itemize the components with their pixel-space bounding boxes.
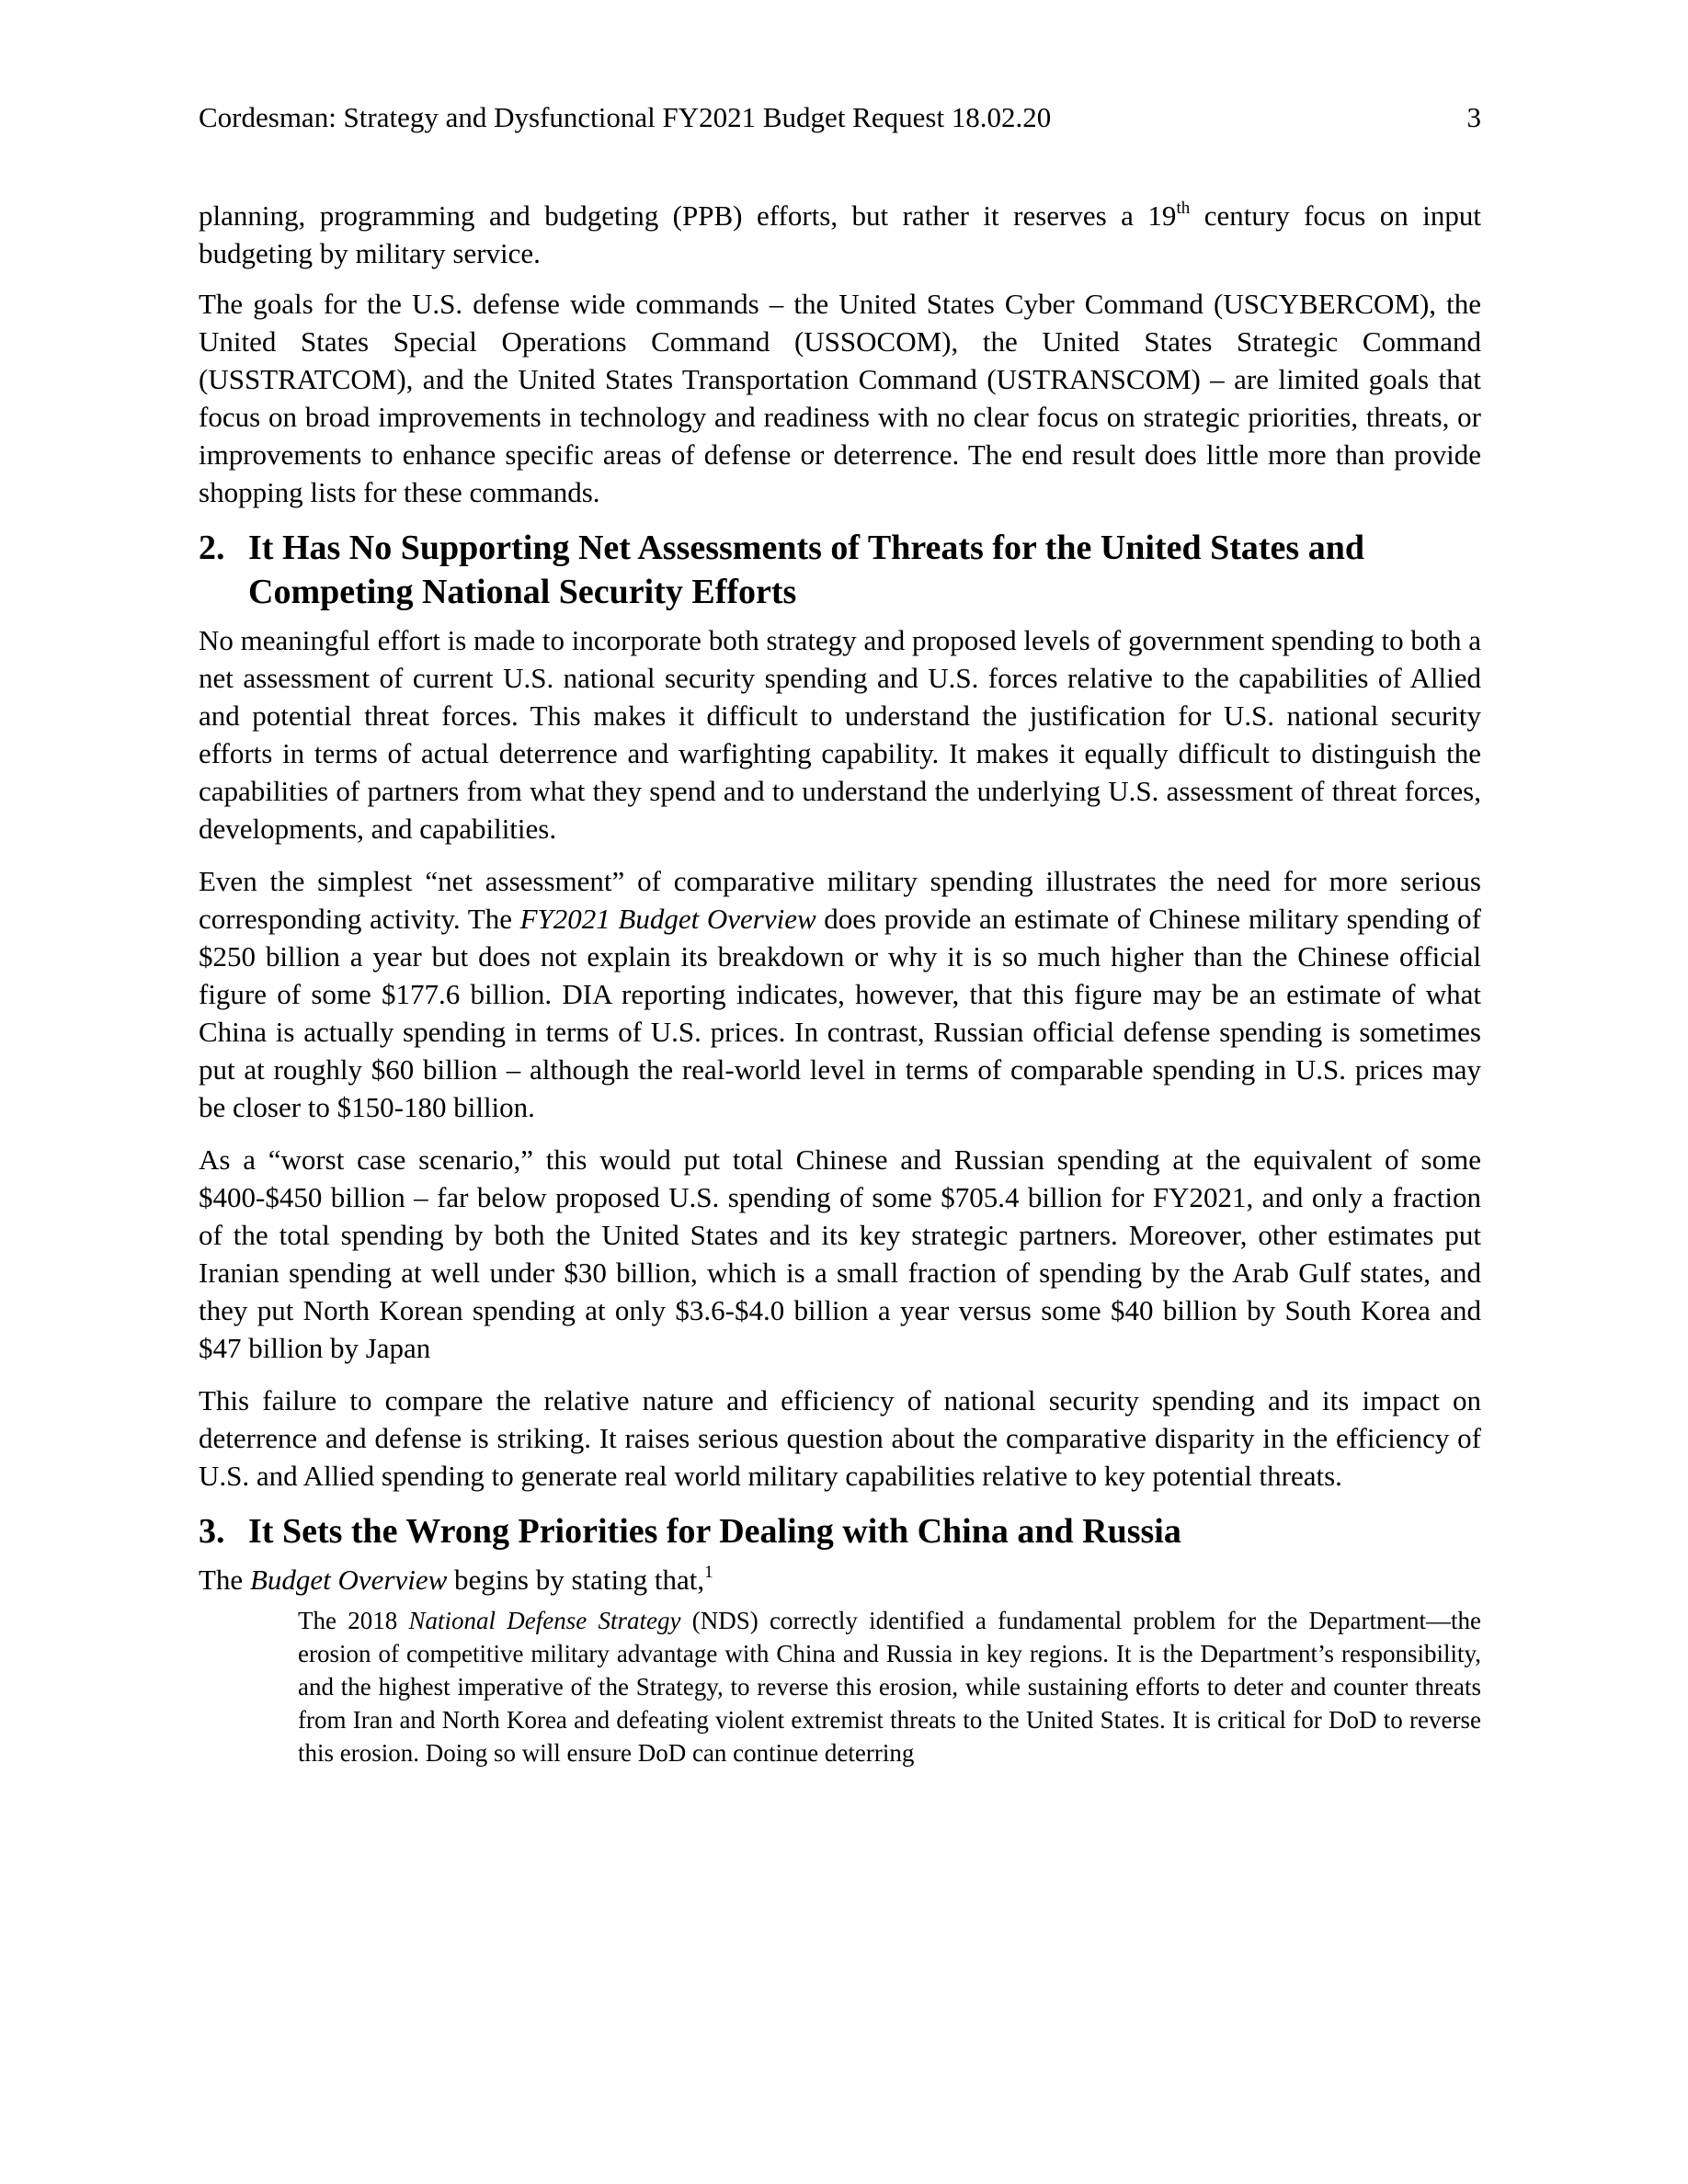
section-number: 3. — [199, 1512, 225, 1551]
paragraph-failure-to-compare: This failure to compare the relative nature and efficiency of national security spending and its impact on deterrence and defense is striking. It raises serious question about the comparative disparity in the efficiency of U.S. and Allied spending to generate real world military capabilities relative to key potential threats. — [199, 1384, 1481, 1492]
quote-text: (NDS) correctly identified a fundamental problem for the Department—the erosion of competitive military advantage with China and Russia in key regions. It is the Department’s responsibility, and the highest imperative of the Strategy, to reverse this erosion, while sustaining efforts to deter and counter threats from Iran and North Korea and defeating violent extremist threats to the United States. It is critical for DoD to reverse this erosion. Doing so will ensure DoD can continue deterring — [298, 1607, 1481, 1767]
paragraph-text: begins by stating that, — [447, 1564, 705, 1596]
document-body — [199, 197, 1481, 1769]
paragraph-text: Even the simplest “net assessment” of comparative military spending illustrates the need for more serious corresponding activity. The — [199, 865, 1481, 935]
section-heading-3 — [199, 1509, 1481, 1553]
italic-title: National Defense Strategy — [408, 1607, 681, 1634]
paragraph-text: planning, programming and budgeting (PPB) efforts, but rather it reserves a 19 — [199, 199, 1177, 232]
paragraph-net-assessment: No meaningful effort is made to incorporate both strategy and proposed levels of government spending to both a net assessment of current U.S. national security spending and U.S. forces relative to the capabilities of Allied and potential threat forces. This makes it difficult to understand the justification for U.S. national security efforts in terms of actual deterrence and warfighting capability. It makes it equally difficult to distinguish the capabilities of partners from what they spend and to understand the underlying U.S. assessment of threat forces, developments, and capabilities. — [199, 624, 1481, 845]
paragraph-defense-wide-commands: The goals for the U.S. defense wide commands – the United States Cyber Command (USCYBERCOM), the United States Special Operations Command (USSOCOM), the United States Strategic Command (USSTRATCOM), and the United States Transportation Command (USTRANSCOM) – are limited goals that focus on broad improvements in technology and readiness with no clear focus on strategic priorities, threats, or improvements to enhance specific areas of defense or deterrence. The end result does little more than provide shopping lists for these commands. — [199, 288, 1481, 508]
section-heading-2 — [199, 526, 1481, 614]
block-quote — [298, 1604, 1481, 1769]
header-title: Cordesman: Strategy and Dysfunctional FY2021 Budget Request 18.02.20 — [199, 101, 1052, 133]
paragraph-comparative-spending — [199, 862, 1481, 1126]
paragraph-worst-case: As a “worst case scenario,” this would put total Chinese and Russian spending at the equivalent of some $400-$450 billion – far below proposed U.S. spending of some $705.4 billion for FY2021, and only a fraction of the total spending by both the United States and its key strategic partners. Moreover, other estimates put Iranian spending at well under $30 billion, which is a small fraction of spending by the Arab Gulf states, and they put North Korean spending at only $3.6-$4.0 billion a year versus some $40 billion by South Korea and $47 billion by Japan — [199, 1143, 1481, 1364]
page-number: 3 — [1466, 101, 1481, 133]
paragraph-text: century focus on input budgeting by military service. — [199, 199, 1481, 269]
paragraph-text: does provide an estimate of Chinese military spending of $250 billion a year but does not explain its breakdown or why it is so much higher than the Chinese official figure of some $177.6 billion. DIA reporting indicates, however, that this figure may be an estimate of what China is actually spending in terms of U.S. prices. In contrast, Russian official defense spending is sometimes put at roughly $60 billion – although the real-world level in terms of comparable spending in U.S. prices may be closer to $150-180 billion. — [199, 903, 1482, 1123]
paragraph-budget-overview-intro — [199, 1561, 1481, 1598]
paragraph-text: The — [199, 1564, 250, 1596]
italic-title: FY2021 Budget Overview — [519, 903, 816, 935]
section-title: It Sets the Wrong Priorities for Dealing with China and Russia — [248, 1512, 1181, 1551]
running-header — [199, 99, 1481, 136]
section-number: 2. — [199, 529, 225, 567]
italic-title: Budget Overview — [249, 1564, 448, 1596]
section-title: It Has No Supporting Net Assessments of Threats for the United States and Competing National Security Efforts — [248, 529, 1364, 611]
paragraph-ppb-continuation — [199, 197, 1481, 272]
superscript: th — [1176, 199, 1191, 218]
quote-text: The 2018 — [298, 1607, 409, 1634]
footnote-marker[interactable]: 1 — [704, 1563, 713, 1582]
